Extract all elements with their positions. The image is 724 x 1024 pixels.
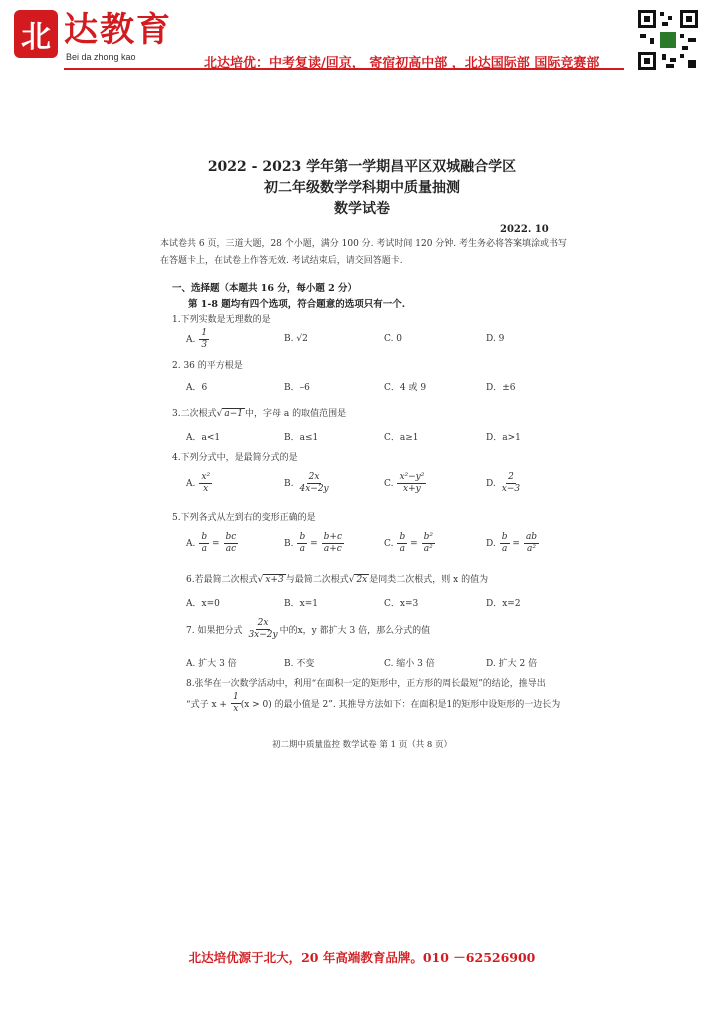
page-footer: 初二期中质量监控 数学试卷 第 1 页（共 8 页）	[271, 740, 453, 750]
q1-option-c: C. 0	[384, 334, 403, 344]
exam-title-line1: 2022 - 2023 学年第一学期昌平区双城融合学区	[207, 159, 517, 175]
section-note: 第 1-8 题均有四个选项，符合题意的选项只有一个.	[188, 299, 406, 310]
q5-option-d: D. $\frac{b}{a}$ = $\frac{ab}{\text{a²}}$	[486, 532, 538, 554]
question-8-line2: “式子 x + $\frac{1}{x}$ (x > 0) 的最小值是 2”. 其推导方法如下：在面积是1的矩形中设矩形的一边长为	[186, 692, 561, 714]
section-heading: 一、选择题（本题共 16 分，每小题 2 分）	[172, 283, 358, 294]
question-3: 3.二次根式√ a−1 中，字母 a 的取值范围是	[172, 409, 347, 419]
q6-option-a: A．x=0	[186, 599, 220, 609]
exam-date: 2022. 10	[500, 224, 549, 235]
q7-option-a: A. 扩大 3 倍	[186, 659, 237, 669]
q2-option-a: A．6	[186, 383, 208, 393]
q3-option-c: C．a≥1	[384, 433, 419, 443]
q1-option-a: A. $\frac{1}{3}$	[186, 328, 208, 350]
logo-mark: 北	[14, 10, 58, 58]
q4-option-d: D. $\frac{2}{x-3}$	[486, 472, 521, 494]
q7-option-d: D. 扩大 2 倍	[486, 659, 538, 669]
question-5: 5.下列各式从左到右的变形正确的是	[172, 513, 316, 523]
q7-option-b: B. 不变	[284, 659, 315, 669]
question-4: 4.下列分式中，是最简分式的是	[172, 453, 298, 463]
q4-option-c: C. $\frac{\text{x²−y²}}{x+y}$	[384, 472, 425, 494]
q3-option-b: B．a≤1	[284, 433, 319, 443]
q4-option-a: A. $\frac{\text{x²}}{x}$	[186, 472, 211, 494]
logo-subtitle: Bei da zhong kao	[66, 52, 136, 62]
exam-instructions: 本试卷共 6 页，三道大题，28 个小题，满分 100 分. 考试时间 120 分钟. 考生务必将答案填涂或书写在答题卡上，在试卷上作答无效. 考试结束后，请交回答题卡.	[160, 239, 568, 266]
q7-option-c: C. 缩小 3 倍	[384, 659, 435, 669]
q6-option-c: C．x=3	[384, 599, 419, 609]
q5-option-c: C. $\frac{b}{a}$ = $\frac{\text{b²}}{\text{a²}}$	[384, 532, 433, 554]
q4-option-b: B. $\frac{2x}{4x-2y}$	[284, 472, 329, 494]
q3-option-a: A．a<1	[186, 433, 221, 443]
q6-option-b: B．x=1	[284, 599, 318, 609]
q2-option-d: D．±6	[486, 383, 516, 393]
header-slogan: 北达培优：中考复读/回京， 寄宿初高中部 ，北达国际部 国际竞赛部	[204, 56, 600, 71]
qr-code-icon	[636, 8, 700, 72]
question-1: 1.下列实数是无理数的是	[172, 315, 271, 325]
exam-title-line2: 初二年级数学学科期中质量抽测	[264, 180, 460, 196]
exam-title-line3: 数学试卷	[334, 201, 390, 217]
q5-option-b: B. $\frac{b}{a}$ = $\frac{b+c}{a+c}$	[284, 532, 342, 554]
q1-option-b: B. √2	[284, 334, 308, 344]
q6-option-d: D．x=2	[486, 599, 521, 609]
q2-option-c: C．4 或 9	[384, 383, 427, 393]
header-divider	[64, 68, 624, 70]
question-2: 2. 36 的平方根是	[172, 361, 243, 371]
question-6: 6.若最简二次根式√ x+3 与最简二次根式√ 2x 是同类二次根式，则 x 的值为	[186, 575, 489, 585]
question-7: 7. 如果把分式 $\frac{2x}{3x-2y}$ 中的x，y 都扩大 3 倍，那么分式的值	[186, 618, 431, 640]
q5-option-a: A. $\frac{b}{a}$ = $\frac{bc}{ac}$	[186, 532, 237, 554]
q1-option-d: D. 9	[486, 334, 505, 344]
q3-option-d: D．a>1	[486, 433, 521, 443]
logo-name: 达教育	[64, 10, 172, 50]
question-8-line1: 8.张华在一次数学活动中，利用“在面积一定的矩形中，正方形的周长最短”的结论，推导出	[186, 679, 546, 689]
bottom-banner: 北达培优源于北大，20 年高端教育品牌。010 －62526900	[188, 950, 536, 965]
q2-option-b: B．–6	[284, 383, 310, 393]
